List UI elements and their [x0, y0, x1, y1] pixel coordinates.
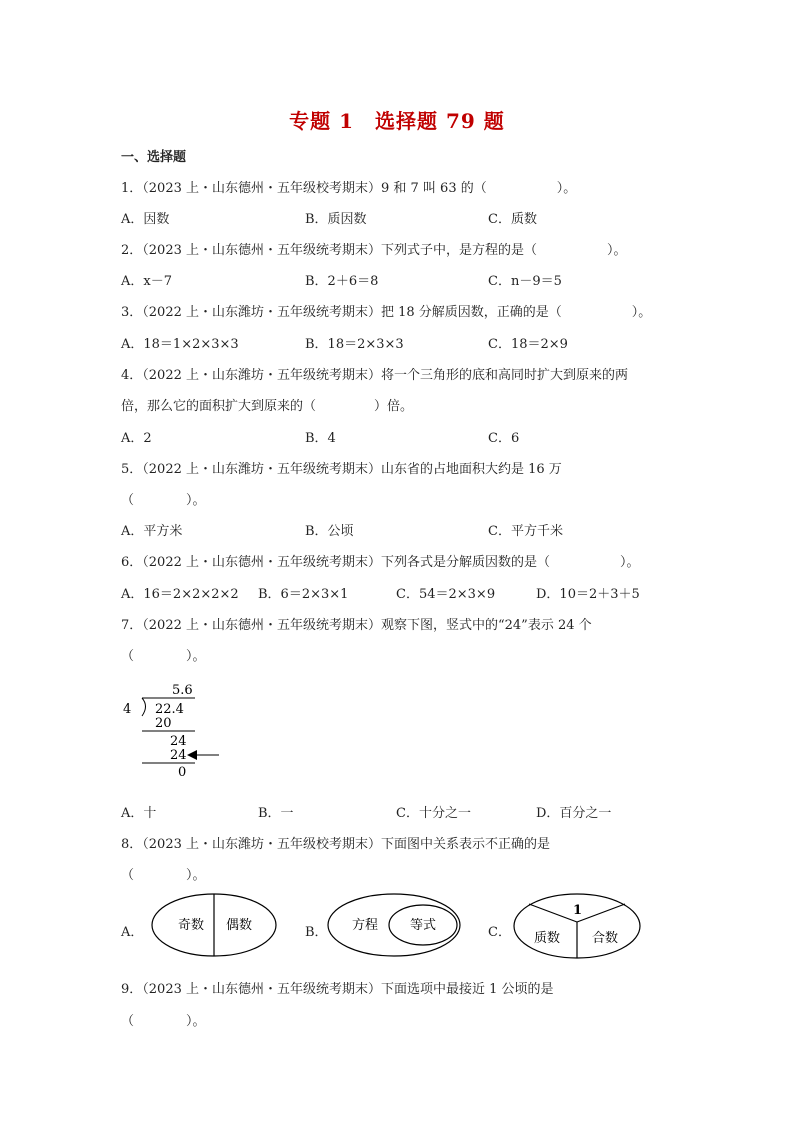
q1-option-c: C．质数 [488, 212, 537, 227]
q7-option-b: B．一 [258, 806, 294, 821]
q8-option-b-label: B． [305, 925, 328, 940]
q3-option-c: C．18＝2×9 [488, 337, 568, 352]
division-divisor: 4 [123, 702, 132, 717]
set-label-composite: 合数 [592, 931, 619, 946]
set-label-even: 偶数 [226, 918, 253, 933]
divider-left [529, 904, 577, 922]
q2-option-a: A．x－7 [121, 274, 172, 289]
set-label-odd: 奇数 [178, 918, 205, 933]
question-1-tail: ）。 [556, 181, 577, 196]
q2-option-c: C．n－9＝5 [488, 274, 562, 289]
q6-option-d: D．10＝2＋3＋5 [536, 587, 640, 602]
q5-option-b: B．公顷 [305, 524, 354, 539]
q8-diagram-c [512, 892, 642, 960]
question-3 [121, 301, 651, 320]
question-1 [121, 177, 576, 196]
q7-option-d: D．百分之一 [536, 806, 612, 821]
question-5: 5．（2022 上・山东潍坊・五年级统考期末）山东省的占地面积大约是 16 万 [121, 462, 562, 477]
division-remainder-2: 0 [178, 765, 187, 780]
q5-option-a: A．平方米 [121, 524, 183, 539]
division-quotient: 5.6 [172, 683, 193, 698]
long-division-figure [115, 678, 225, 783]
division-dividend: 22.4 [155, 702, 184, 717]
question-6-stem: 6．（2022 上・山东德州・五年级统考期末）下列各式是分解质因数的是（ [121, 555, 550, 570]
q4-option-c: C．6 [488, 431, 520, 446]
q3-option-b: B．18＝2×3×3 [305, 337, 404, 352]
question-7-blank: （ ）。 [121, 649, 206, 664]
q8-diagram-a [150, 892, 278, 958]
question-9-blank: （ ）。 [121, 1014, 206, 1029]
q8-option-a-label: A． [121, 925, 144, 940]
q4-option-b: B．4 [305, 431, 336, 446]
q3-option-a: A．18＝1×2×3×3 [121, 337, 239, 352]
q4-option-a: A．2 [121, 431, 152, 446]
question-4-stem-2: 倍，那么它的面积扩大到原来的（ [121, 399, 317, 414]
q8-option-c-label: C． [488, 925, 511, 940]
question-2-tail: ）。 [607, 243, 627, 258]
q6-option-c: C．54＝2×3×9 [396, 587, 496, 602]
division-bracket [142, 698, 146, 716]
question-9: 9．（2023 上・山东德州・五年级统考期末）下面选项中最接近 1 公顷的是 [121, 982, 554, 997]
q6-option-b: B．6＝2×3×1 [258, 587, 349, 602]
question-6 [121, 551, 640, 570]
q7-option-c: C．十分之一 [396, 806, 471, 821]
outer-set-ellipse [328, 894, 460, 956]
page-title: 专题 1 选择题 79 题 [289, 109, 505, 133]
question-5-blank: （ ）。 [121, 493, 206, 508]
section-heading: 一、选择题 [121, 150, 187, 165]
question-4-tail: ）倍。 [374, 399, 414, 414]
question-6-tail: ）。 [620, 555, 640, 570]
question-2 [121, 239, 627, 258]
division-step-2: 24 [170, 748, 187, 763]
question-3-stem: 3．（2022 上・山东潍坊・五年级统考期末）把 18 分解质因数，正确的是（ [121, 305, 562, 320]
set-label-one: 1 [573, 903, 583, 918]
question-8-blank: （ ）。 [121, 868, 206, 883]
q6-option-a: A．16＝2×2×2×2 [121, 587, 239, 602]
question-4-line-2 [121, 395, 413, 414]
q5-option-c: C．平方千米 [488, 524, 563, 539]
q7-option-a: A．十 [121, 806, 157, 821]
question-2-stem: 2．（2023 上・山东德州・五年级统考期末）下列式子中，是方程的是（ [121, 243, 537, 258]
arrow-head-icon [187, 750, 197, 760]
question-7: 7．（2022 上・山东德州・五年级统考期末）观察下图，竖式中的“24”表示 24 个 [121, 618, 592, 633]
question-3-tail: ）。 [631, 305, 652, 320]
division-remainder-1: 24 [170, 734, 187, 749]
question-8: 8．（2023 上・山东潍坊・五年级校考期末）下面图中关系表示不正确的是 [121, 837, 550, 852]
set-label-identity: 等式 [410, 918, 437, 933]
q1-option-b: B．质因数 [305, 212, 367, 227]
set-label-equation: 方程 [352, 918, 379, 933]
q2-option-b: B．2＋6＝8 [305, 274, 379, 289]
question-4: 4．（2022 上・山东潍坊・五年级统考期末）将一个三角形的底和高同时扩大到原来的两 [121, 368, 628, 383]
divider-right [577, 904, 625, 922]
question-1-stem: 1．（2023 上・山东德州・五年级校考期末）9 和 7 叫 63 的（ [121, 181, 487, 196]
q8-diagram-b [326, 892, 462, 958]
set-label-prime: 质数 [534, 931, 561, 946]
q1-option-a: A．因数 [121, 212, 170, 227]
division-step-1: 20 [155, 716, 172, 731]
